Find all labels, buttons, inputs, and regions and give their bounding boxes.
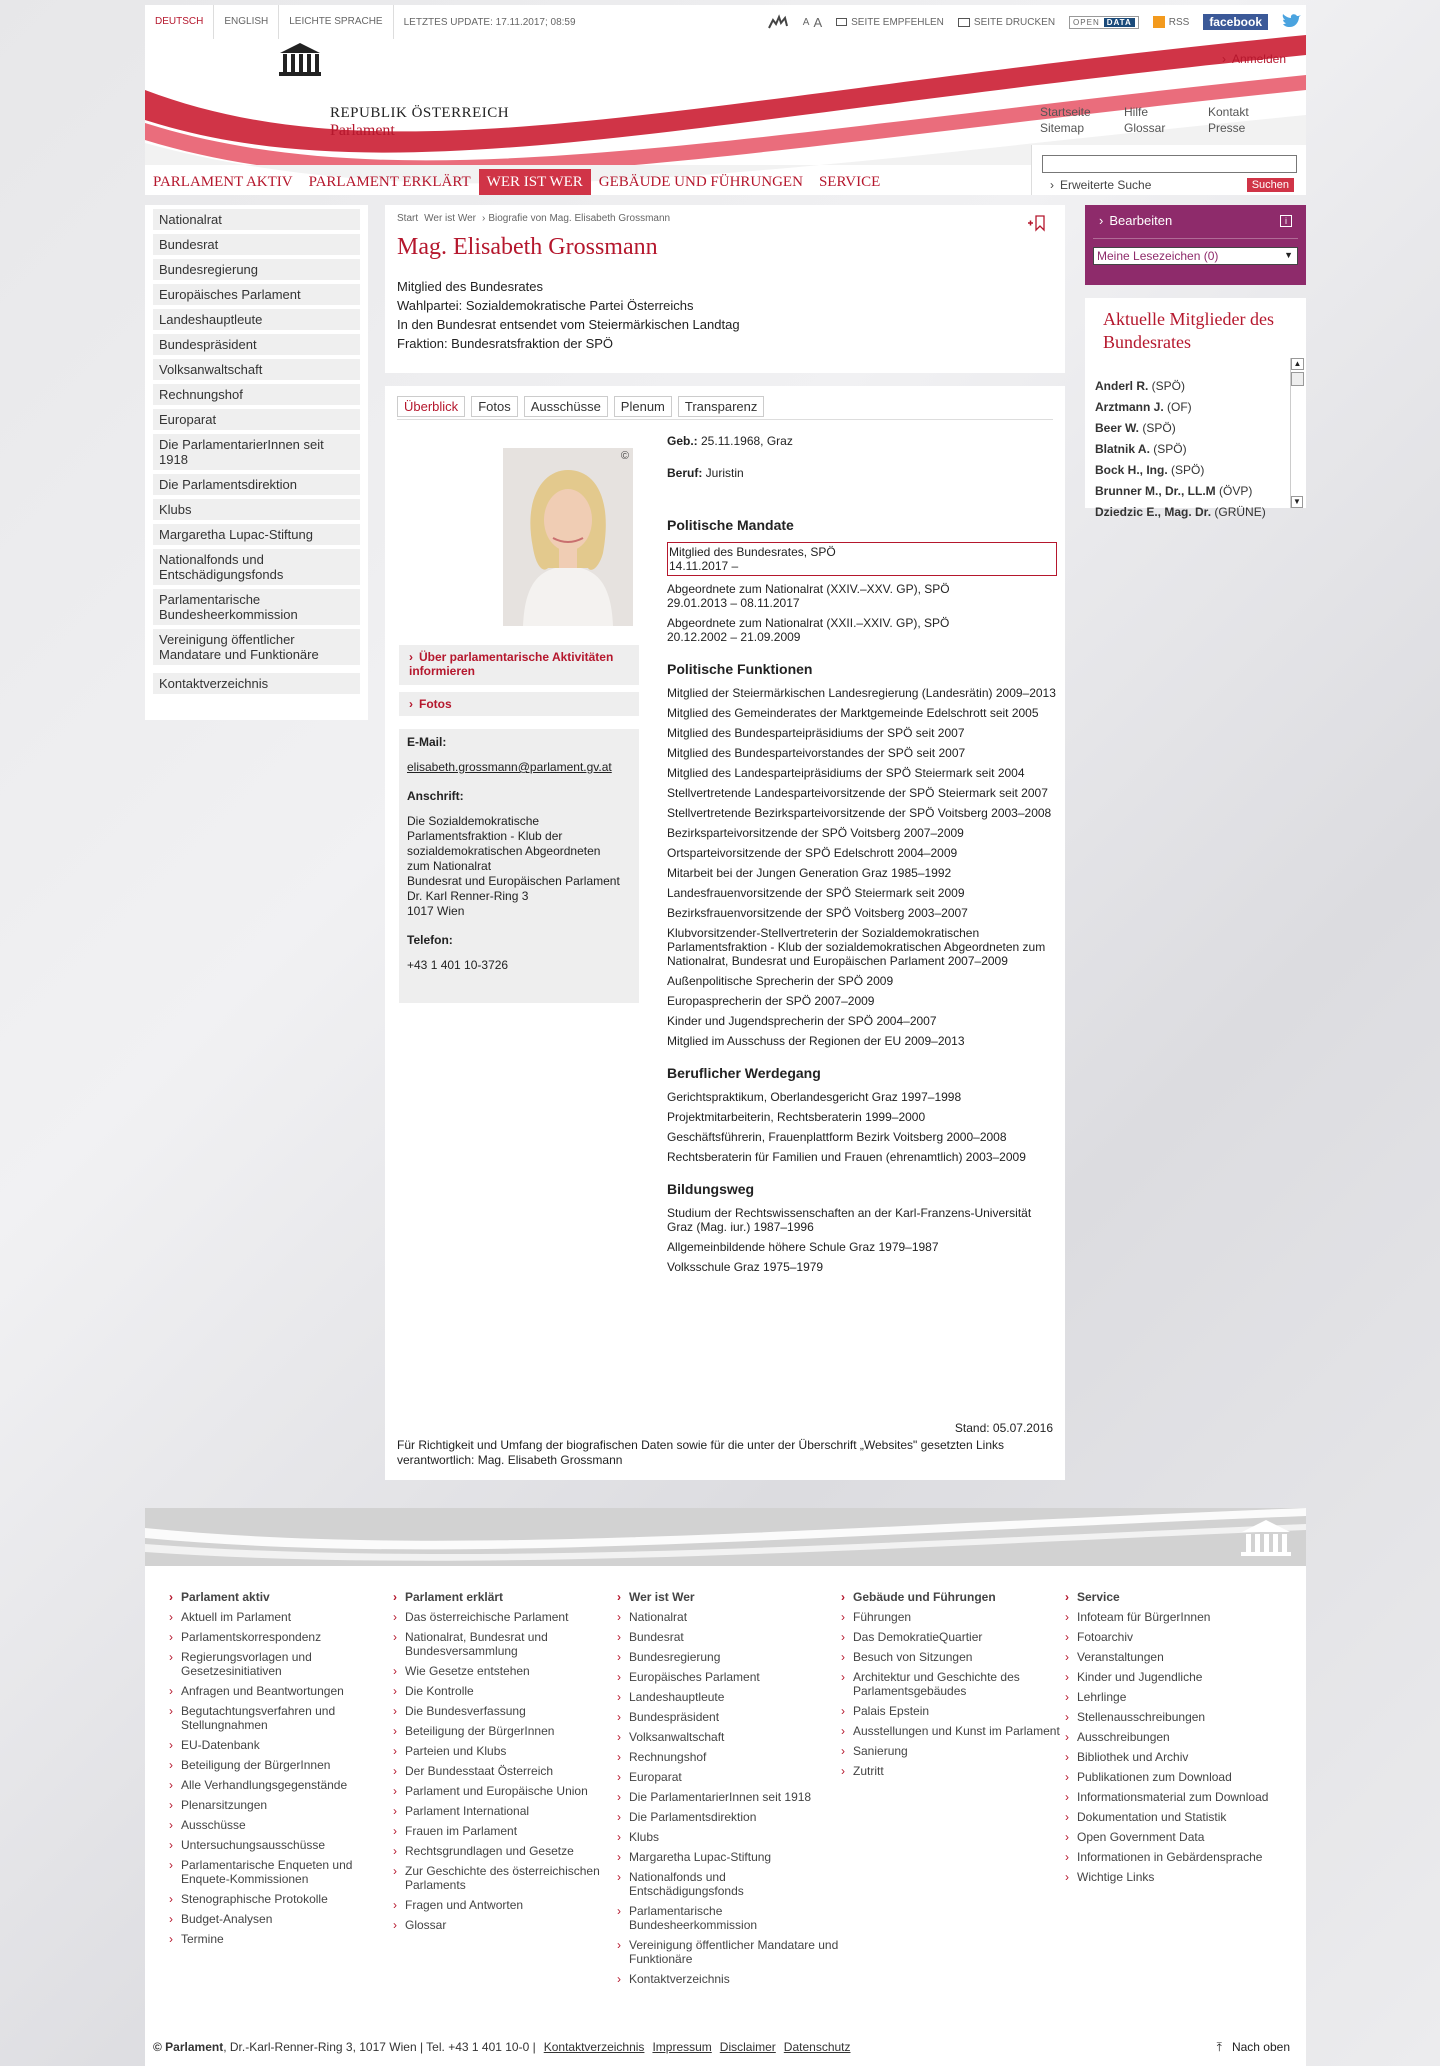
rss-icon	[1153, 16, 1165, 28]
footer-link[interactable]: › Regierungsvorlagen und Gesetzesinitiativen	[169, 1650, 393, 1678]
last-modified: Stand: 05.07.2016	[954, 1421, 1053, 1435]
profile-info-line: In den Bundesrat entsendet vom Steiermärkischen Landtag	[397, 317, 740, 332]
member-party: (GRÜNE)	[1211, 505, 1266, 519]
recommend-label: SEITE EMPFEHLEN	[851, 16, 944, 28]
footer-link-disclaimer[interactable]: Disclaimer	[719, 2040, 776, 2054]
phone-value: +43 1 401 10-3726	[407, 958, 509, 972]
list-item[interactable]	[1095, 418, 1283, 439]
sidebar-item-bundesheerkommission[interactable]: Parlamentarische Bundesheerkommission	[153, 589, 360, 625]
font-large-button[interactable]: A	[813, 14, 823, 30]
job-value: Juristin	[702, 466, 744, 480]
profile-header	[385, 205, 1065, 373]
address-line: Parlamentsfraktion - Klub der	[407, 829, 563, 843]
member-name: Brunner M., Dr., LL.M	[1095, 484, 1216, 498]
detail-panel	[385, 386, 1065, 1480]
footer-link[interactable]: › Budget-Analysen	[169, 1912, 393, 1926]
rss-label: RSS	[1168, 16, 1190, 28]
education-item: Volksschule Graz 1975–1979	[667, 1260, 824, 1274]
profile-info-line: Wahlpartei: Sozialdemokratische Partei Österreichs	[397, 298, 694, 313]
address-line: zum Nationalrat	[407, 859, 492, 873]
search-panel	[1031, 145, 1306, 195]
open-data-button[interactable]	[1069, 16, 1139, 29]
footer-link[interactable]: › Parlamentarische Bundesheerkommission	[617, 1904, 841, 1932]
footer-link[interactable]: › Fragen und Antworten	[393, 1898, 617, 1912]
site-logo[interactable]	[330, 105, 509, 140]
mandates-heading: Politische Mandate	[667, 517, 794, 533]
footer-link[interactable]: › Ausstellungen und Kunst im Parlament	[841, 1724, 1065, 1738]
function-item: Mitarbeit bei der Jungen Generation Graz 1985–1992	[667, 866, 952, 880]
mandate-item	[667, 582, 1057, 610]
add-bookmark-icon[interactable]	[1027, 215, 1047, 234]
footer-link[interactable]: › Das österreichische Parlament	[393, 1610, 617, 1624]
advanced-search-label: Erweiterte Suche	[1060, 178, 1152, 192]
footer-link[interactable]: › Europäisches Parlament	[617, 1670, 841, 1684]
photos-link[interactable]	[399, 692, 639, 716]
address-line: sozialdemokratischen Abgeordneten	[407, 844, 601, 858]
footer-link-datenschutz[interactable]: Datenschutz	[783, 2040, 851, 2054]
function-item: Bezirksparteivorsitzende der SPÖ Voitsberg 2007–2009	[667, 826, 964, 840]
scroll-up-icon[interactable]: ▲	[1291, 358, 1304, 370]
info-icon[interactable]: i	[1280, 215, 1292, 227]
copyright-brand: © Parlament	[153, 2040, 224, 2054]
footer-link[interactable]: › Aktuell im Parlament	[169, 1610, 393, 1624]
sidebar-item-parlamentarierinnen[interactable]: Die ParlamentarierInnen seit 1918	[153, 434, 360, 470]
function-item: Außenpolitische Sprecherin der SPÖ 2009	[667, 974, 894, 988]
back-to-top-label: Nach oben	[1231, 2040, 1290, 2054]
function-item: Mitglied des Bundesparteivorstandes der SPÖ seit 2007	[667, 746, 966, 760]
footer-column-parlament-erklaert	[393, 1590, 617, 1992]
footer-link[interactable]: › Anfragen und Beantwortungen	[169, 1684, 393, 1698]
open-data-label-1: OPEN	[1073, 17, 1100, 27]
footer-link[interactable]: › Ausschreibungen	[1065, 1730, 1289, 1744]
function-item: Mitglied des Landesparteipräsidiums der SPÖ Steiermark seit 2004	[667, 766, 1025, 780]
footer-heading[interactable]: › Wer ist Wer	[617, 1590, 841, 1604]
print-label: SEITE DRUCKEN	[973, 16, 1056, 28]
function-item: Klubvorsitzender-Stellvertreterin der Sozialdemokratischen Parlamentsfraktion - Klub der sozialdemokratischen Abgeordneten zum Nationalrat, Bundesrat und Europäischen Parlament 2007–2009	[667, 926, 1046, 968]
tab-fotos[interactable]: Fotos	[471, 396, 518, 417]
footer-link[interactable]: › Das DemokratieQuartier	[841, 1630, 1065, 1644]
footer-link[interactable]: › Führungen	[841, 1610, 1065, 1624]
footer-link-impressum[interactable]: Impressum	[652, 2040, 712, 2054]
open-data-label-2: DATA	[1104, 18, 1135, 27]
address-line: Die Sozialdemokratische	[407, 814, 540, 828]
footer-link[interactable]: › Palais Epstein	[841, 1704, 1065, 1718]
members-title: Aktuelle Mitglieder des Bundesrates	[1103, 309, 1274, 352]
portrait-photo[interactable]	[503, 448, 633, 626]
rss-button[interactable]	[1153, 16, 1190, 28]
function-item: Stellvertretende Landesparteivorsitzende der SPÖ Steiermark seit 2007	[667, 786, 1048, 800]
sidebar-item-nationalfonds[interactable]: Nationalfonds und Entschädigungsfonds	[153, 549, 360, 585]
footer-link[interactable]: › Landeshauptleute	[617, 1690, 841, 1704]
footer-column-parlament-aktiv	[169, 1590, 393, 1992]
footer-link[interactable]: › Parteien und Klubs	[393, 1744, 617, 1758]
search-button[interactable]: Suchen	[1247, 178, 1294, 192]
footer-link[interactable]: › Vereinigung öffentlicher Mandatare und Funktionäre	[617, 1938, 841, 1966]
sidebar-item-bundespraesident[interactable]: Bundespräsident	[153, 334, 360, 355]
career-item: Gerichtspraktikum, Oberlandesgericht Graz 1997–1998	[667, 1090, 962, 1104]
footer-link[interactable]: › Beteiligung der BürgerInnen	[169, 1758, 393, 1772]
page-title: Mag. Elisabeth Grossmann	[397, 234, 658, 260]
sidebar-item-klubs[interactable]: Klubs	[153, 499, 360, 520]
footer-parliament-icon	[1238, 1518, 1294, 1561]
career-item: Projektmitarbeiterin, Rechtsberaterin 1999–2000	[667, 1110, 926, 1124]
footer-link[interactable]: › Stenographische Protokolle	[169, 1892, 393, 1906]
footer-link[interactable]: › Nationalrat	[617, 1610, 841, 1624]
advanced-search-link[interactable]: › Erweiterte Suche	[1050, 178, 1152, 192]
parliament-logo-icon[interactable]	[275, 39, 325, 79]
lang-deutsch[interactable]: DEUTSCH	[145, 5, 214, 39]
photos-label: Fotos	[419, 697, 452, 711]
footer-link[interactable]: › Infoteam für BürgerInnen	[1065, 1610, 1289, 1624]
footer-link[interactable]: › Klubs	[617, 1830, 841, 1844]
scroll-thumb[interactable]	[1291, 372, 1304, 386]
sidebar-item-europaeisches-parlament[interactable]: Europäisches Parlament	[153, 284, 360, 305]
function-item: Ortsparteivorsitzende der SPÖ Edelschrott 2004–2009	[667, 846, 958, 860]
footer-link[interactable]: › Parlament und Europäische Union	[393, 1784, 617, 1798]
footer-link[interactable]: › Informationen in Gebärdensprache	[1065, 1850, 1289, 1864]
logo-line-1: REPUBLIK ÖSTERREICH	[330, 105, 510, 121]
footer-link[interactable]: › Alle Verhandlungsgegenstände	[169, 1778, 393, 1792]
footer-columns	[169, 1590, 1289, 1992]
member-name: Blatnik A.	[1095, 442, 1150, 456]
career-heading: Beruflicher Werdegang	[667, 1065, 821, 1081]
mandate-text: Abgeordnete zum Nationalrat (XXIV.–XXV. GP), SPÖ	[667, 582, 950, 596]
breadcrumb-wer-ist-wer[interactable]: Wer ist Wer	[424, 213, 476, 224]
footer-link[interactable]: › Europarat	[617, 1770, 841, 1784]
footer-link[interactable]: › Die ParlamentarierInnen seit 1918	[617, 1790, 841, 1804]
edit-title: › Bearbeiten	[1099, 213, 1173, 228]
copyright-text: , Dr.-Karl-Renner-Ring 3, 1017 Wien | Tel. +43 1 401 10-0 |	[223, 2040, 536, 2054]
footer-link[interactable]: › Veranstaltungen	[1065, 1650, 1289, 1664]
footer-link[interactable]: › Rechtsgrundlagen und Gesetze	[393, 1844, 617, 1858]
activities-label: Über parlamentarische Aktivitäten informieren	[409, 650, 614, 678]
job-label: Beruf:	[667, 466, 703, 480]
arrow-up-icon: ⤒	[1216, 2040, 1222, 2054]
footer-copyright	[153, 2040, 536, 2054]
main-navigation	[145, 169, 888, 195]
education-item: Studium der Rechtswissenschaften an der Karl-Franzens-Universität Graz (Mag. iur.) 1987–1996	[667, 1206, 1032, 1234]
recommend-page-button[interactable]	[836, 17, 944, 28]
footer-link[interactable]: › Sanierung	[841, 1744, 1065, 1758]
sidebar-item-rechnungshof[interactable]: Rechnungshof	[153, 384, 360, 405]
footer-column-service	[1065, 1590, 1289, 1992]
footer-link[interactable]: › Kinder und Jugendliche	[1065, 1670, 1289, 1684]
footer-link[interactable]: › Fotoarchiv	[1065, 1630, 1289, 1644]
career-item: Geschäftsführerin, Frauenplattform Bezirk Voitsberg 2000–2008	[667, 1130, 1007, 1144]
sidebar-item-vereinigung[interactable]: Vereinigung öffentlicher Mandatare und Funktionäre	[153, 629, 360, 665]
footer-link[interactable]: › Nationalfonds und Entschädigungsfonds	[617, 1870, 841, 1898]
functions-heading: Politische Funktionen	[667, 661, 813, 677]
footer-link[interactable]: › EU-Datenbank	[169, 1738, 393, 1752]
function-item: Landesfrauenvorsitzende der SPÖ Steiermark seit 2009	[667, 886, 965, 900]
quicklink-glossar[interactable]: Glossar	[1124, 121, 1166, 135]
sidebar-item-bundesrat[interactable]: Bundesrat	[153, 234, 360, 255]
printer-icon	[958, 18, 970, 27]
lang-leichte-sprache[interactable]: LEICHTE SPRACHE	[279, 5, 393, 39]
footer-link[interactable]: › Bundespräsident	[617, 1710, 841, 1724]
last-update: LETZTES UPDATE: 17.11.2017; 08:59	[403, 16, 576, 28]
footer-link[interactable]: › Zutritt	[841, 1764, 1065, 1778]
footer-link[interactable]: › Zur Geschichte des österreichischen Parlaments	[393, 1864, 617, 1892]
biography	[667, 434, 1057, 1280]
footer-link[interactable]: › Margaretha Lupac-Stiftung	[617, 1850, 841, 1864]
site-header	[145, 5, 1306, 195]
quicklink-presse[interactable]: Presse	[1208, 121, 1246, 135]
search-input[interactable]	[1042, 155, 1297, 173]
lang-english[interactable]: ENGLISH	[214, 5, 279, 39]
function-item: Stellvertretende Bezirksparteivorsitzende der SPÖ Voitsberg 2003–2008	[667, 806, 1052, 820]
footer-link[interactable]: › Nationalrat, Bundesrat und Bundesversammlung	[393, 1630, 617, 1658]
email-link[interactable]: elisabeth.grossmann@parlament.gv.at	[407, 760, 612, 774]
mandate-date: 20.12.2002 – 21.09.2009	[667, 630, 801, 644]
list-item[interactable]	[1095, 481, 1283, 502]
edit-header	[1093, 213, 1298, 239]
member-party: (SPÖ)	[1139, 421, 1176, 435]
mandate-text: Mitglied des Bundesrates, SPÖ	[669, 545, 836, 559]
address-line: Dr. Karl Renner-Ring 3	[407, 889, 529, 903]
footer-link[interactable]: › Die Bundesverfassung	[393, 1704, 617, 1718]
footer-heading[interactable]: › Parlament aktiv	[169, 1590, 393, 1604]
footer-link[interactable]: › Dokumentation und Statistik	[1065, 1810, 1289, 1824]
footer-link[interactable]: › Die Parlamentsdirektion	[617, 1810, 841, 1824]
education-heading: Bildungsweg	[667, 1181, 755, 1197]
function-item: Europasprecherin der SPÖ 2007–2009	[667, 994, 875, 1008]
footer-link[interactable]: › Beteiligung der BürgerInnen	[393, 1724, 617, 1738]
member-party: (SPÖ)	[1149, 442, 1187, 456]
function-item: Kinder und Jugendsprecherin der SPÖ 2004–2007	[667, 1014, 937, 1028]
footer-link[interactable]: › Parlament International	[393, 1804, 617, 1818]
list-item[interactable]	[1095, 376, 1283, 397]
member-name: Dziedzic E., Mag. Dr.	[1095, 505, 1212, 519]
tab-plenum[interactable]: Plenum	[614, 396, 672, 417]
footer-link[interactable]: › Volksanwaltschaft	[617, 1730, 841, 1744]
nav-wer-ist-wer[interactable]: WER IST WER	[479, 169, 591, 195]
footer-link[interactable]: › Parlamentarische Enqueten und Enquete-Kommissionen	[169, 1858, 393, 1886]
mandate-item	[667, 616, 1057, 644]
tab-bar	[397, 396, 764, 417]
logo-line-2: Parlament	[330, 122, 395, 139]
footer-link[interactable]: › Ausschüsse	[169, 1818, 393, 1832]
tab-ueberblick[interactable]: Überblick	[397, 396, 465, 417]
address-block	[407, 814, 631, 919]
sidebar-item-bundesregierung[interactable]: Bundesregierung	[153, 259, 360, 280]
list-item[interactable]	[1095, 439, 1283, 460]
quicklink-kontakt[interactable]: Kontakt	[1208, 105, 1249, 119]
bookmarks-select[interactable]: Meine Lesezeichen (0) ▼	[1093, 247, 1298, 265]
members-widget	[1085, 298, 1306, 519]
sign-language-icon[interactable]	[767, 14, 789, 30]
job-info	[667, 466, 1057, 480]
career-item: Rechtsberaterin für Familien und Frauen (ehrenamtlich) 2003–2009	[667, 1150, 1026, 1164]
facebook-button[interactable]: facebook	[1203, 14, 1268, 30]
phone-label: Telefon:	[407, 933, 453, 947]
address-line: 1017 Wien	[407, 904, 465, 918]
quicklink-startseite[interactable]: Startseite	[1040, 105, 1091, 119]
mail-icon	[836, 18, 847, 26]
footer-link[interactable]: › Parlamentskorrespondenz	[169, 1630, 393, 1644]
breadcrumb	[397, 213, 1053, 224]
footer-link[interactable]: › Termine	[169, 1932, 393, 1946]
nav-service[interactable]: SERVICE	[818, 174, 881, 190]
function-item: Mitglied der Steiermärkischen Landesregierung (Landesrätin) 2009–2013	[667, 686, 1056, 700]
login-link[interactable]: › Anmelden	[1221, 52, 1286, 66]
nav-parlament-erklaert[interactable]: PARLAMENT ERKLÄRT	[308, 174, 471, 190]
tab-ausschuesse[interactable]: Ausschüsse	[524, 396, 608, 417]
footer-link[interactable]: › Der Bundesstaat Österreich	[393, 1764, 617, 1778]
sidebar-item-landeshauptleute[interactable]: Landeshauptleute	[153, 309, 360, 330]
footer-link[interactable]: › Bundesrat	[617, 1630, 841, 1644]
members-scrollbar[interactable]	[1290, 358, 1304, 508]
twitter-icon[interactable]	[1282, 13, 1302, 32]
font-small-button[interactable]: A	[802, 16, 810, 28]
list-item[interactable]	[1095, 502, 1283, 523]
profile-info-line: Mitglied des Bundesrates	[397, 279, 543, 294]
footer-link[interactable]: › Frauen im Parlament	[393, 1824, 617, 1838]
footer-link[interactable]: › Rechnungshof	[617, 1750, 841, 1764]
function-item: Mitglied des Bundesparteipräsidiums der SPÖ seit 2007	[667, 726, 965, 740]
member-name: Arztmann J.	[1095, 400, 1164, 414]
footer-link[interactable]: › Kontaktverzeichnis	[617, 1972, 841, 1986]
toolbar	[767, 5, 1306, 39]
birth-value: 25.11.1968, Graz	[697, 434, 793, 448]
edit-panel	[1085, 205, 1306, 285]
footer-link[interactable]: › Stellenausschreibungen	[1065, 1710, 1289, 1724]
scroll-down-icon[interactable]: ▼	[1291, 496, 1303, 508]
print-page-button[interactable]	[958, 17, 1055, 28]
address-line: Bundesrat und Europäischen Parlament	[407, 874, 620, 888]
footer-link[interactable]: › Bundesregierung	[617, 1650, 841, 1664]
tab-transparenz[interactable]: Transparenz	[678, 396, 765, 417]
quick-links	[1040, 105, 1292, 135]
nav-gebaeude-fuehrungen[interactable]: GEBÄUDE UND FÜHRUNGEN	[598, 174, 803, 190]
function-item: Mitglied des Gemeinderates der Marktgemeinde Edelschrott seit 2005	[667, 706, 1039, 720]
footer-column-gebaeude	[841, 1590, 1065, 1992]
function-item: Mitglied im Ausschuss der Regionen der EU 2009–2013	[667, 1034, 965, 1048]
sidebar-item-volksanwaltschaft[interactable]: Volksanwaltschaft	[153, 359, 360, 380]
members-list	[1095, 376, 1283, 523]
footer-link[interactable]: › Lehrlinge	[1065, 1690, 1289, 1704]
tab-divider	[397, 419, 1053, 420]
footer-heading[interactable]: › Parlament erklärt	[393, 1590, 617, 1604]
education-item: Allgemeinbildende höhere Schule Graz 1979–1987	[667, 1240, 939, 1254]
nav-parlament-aktiv[interactable]: PARLAMENT AKTIV	[153, 174, 293, 190]
sidebar-item-kontaktverzeichnis[interactable]: Kontaktverzeichnis	[153, 673, 360, 694]
footer-link[interactable]: › Wie Gesetze entstehen	[393, 1664, 617, 1678]
member-name: Anderl R.	[1095, 379, 1149, 393]
footer-link[interactable]: › Glossar	[393, 1918, 617, 1932]
footer-link-kontaktverzeichnis[interactable]: Kontaktverzeichnis	[543, 2040, 645, 2054]
footer-bottom-bar	[153, 2040, 851, 2054]
footer-link[interactable]: › Besuch von Sitzungen	[841, 1650, 1065, 1664]
sidebar-item-parlamentsdirektion[interactable]: Die Parlamentsdirektion	[153, 474, 360, 495]
contact-box	[399, 729, 639, 1003]
list-item[interactable]	[1095, 397, 1283, 418]
member-party: (SPÖ)	[1148, 379, 1186, 393]
profile-infos	[397, 277, 1053, 353]
mandate-date: 14.11.2017 –	[669, 559, 739, 573]
footer-banner	[145, 1508, 1306, 1566]
copyright-icon: ©	[620, 450, 629, 462]
member-name: Bock H., Ing.	[1095, 463, 1168, 477]
footer-link[interactable]: › Architektur und Geschichte des Parlamentsgebäudes	[841, 1670, 1065, 1698]
sidebar-item-europarat[interactable]: Europarat	[153, 409, 360, 430]
responsibility-note: Für Richtigkeit und Umfang der biografischen Daten sowie für die unter der Überschrift „Websites" gesetzten Links verantwortlich: Mag. Elisabeth Grossmann	[397, 1438, 1004, 1467]
breadcrumb-start[interactable]: Start	[397, 213, 419, 224]
sidebar-item-nationalrat[interactable]: Nationalrat	[153, 209, 360, 230]
email-label: E-Mail:	[407, 735, 447, 749]
birth-info	[667, 434, 1057, 448]
mandate-item-current	[667, 542, 1057, 576]
footer-link[interactable]: › Wichtige Links	[1065, 1870, 1289, 1884]
footer-link[interactable]: › Informationsmaterial zum Download	[1065, 1790, 1289, 1804]
footer-link[interactable]: › Publikationen zum Download	[1065, 1770, 1289, 1784]
quicklink-hilfe[interactable]: Hilfe	[1124, 105, 1149, 119]
member-party: (OF)	[1163, 400, 1192, 414]
login-label: Anmelden	[1231, 52, 1286, 66]
back-to-top-link[interactable]	[1217, 2040, 1290, 2055]
footer-link[interactable]: › Plenarsitzungen	[169, 1798, 393, 1812]
left-sidebar	[145, 205, 368, 720]
footer-heading[interactable]: › Service	[1065, 1590, 1289, 1604]
address-label: Anschrift:	[407, 789, 464, 803]
mandate-text: Abgeordnete zum Nationalrat (XXII.–XXIV. GP), SPÖ	[667, 616, 950, 630]
footer-link[interactable]: › Open Government Data	[1065, 1830, 1289, 1844]
footer-link[interactable]: › Begutachtungsverfahren und Stellungnahmen	[169, 1704, 393, 1732]
footer-link[interactable]: › Untersuchungsausschüsse	[169, 1838, 393, 1852]
profile-info-line: Fraktion: Bundesratsfraktion der SPÖ	[397, 336, 614, 351]
footer-column-wer-ist-wer	[617, 1590, 841, 1992]
site-footer	[145, 1508, 1306, 2066]
activities-link[interactable]	[399, 645, 639, 685]
member-party: (ÖVP)	[1215, 484, 1253, 498]
function-item: Bezirksfrauenvorsitzende der SPÖ Voitsberg 2003–2007	[667, 906, 968, 920]
list-item[interactable]	[1095, 460, 1283, 481]
footer-link[interactable]: › Die Kontrolle	[393, 1684, 617, 1698]
member-party: (SPÖ)	[1167, 463, 1205, 477]
birth-label: Geb.:	[667, 434, 698, 448]
mandate-date: 29.01.2013 – 08.11.2017	[667, 596, 800, 610]
top-bar	[145, 5, 1306, 39]
quicklink-sitemap[interactable]: Sitemap	[1040, 121, 1085, 135]
member-name: Beer W.	[1095, 421, 1140, 435]
sidebar-item-lupac-stiftung[interactable]: Margaretha Lupac-Stiftung	[153, 524, 360, 545]
edit-title-label: Bearbeiten	[1109, 213, 1173, 228]
breadcrumb-current: › Biografie von Mag. Elisabeth Grossmann	[482, 213, 670, 224]
footer-heading[interactable]: › Gebäude und Führungen	[841, 1590, 1065, 1604]
footer-link[interactable]: › Bibliothek und Archiv	[1065, 1750, 1289, 1764]
